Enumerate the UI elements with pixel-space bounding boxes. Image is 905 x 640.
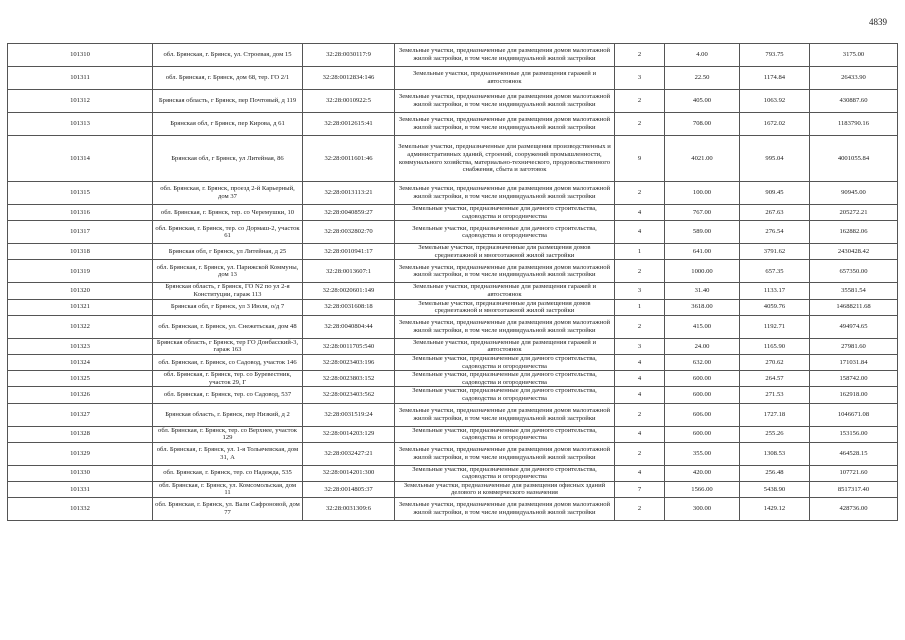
row-address: обл. Брянская, г. Брянск, ул. 1-я Тольячевская, дом 31, А: [153, 442, 303, 465]
row-specific-value: 657.35: [740, 260, 810, 283]
row-cadastral-value: 107721.60: [810, 465, 898, 481]
row-cadastral-number: 32:28:0023403:562: [303, 387, 395, 403]
row-address: Брянская обл, г Брянск, пер Кирова, д 61: [153, 113, 303, 136]
row-cadastral-value: 3175.00: [810, 44, 898, 67]
row-group: 2: [615, 182, 665, 205]
row-group: 4: [615, 221, 665, 244]
row-cadastral-number: 32:28:0013113:21: [303, 182, 395, 205]
row-permitted-use: Земельные участки, предназначенные для размещения офисных зданий делового и коммерческого назначения: [395, 481, 615, 497]
row-permitted-use: Земельные участки, предназначенные для размещения домов малоэтажной жилой застройки, в том числе индивидуальной жилой застройки: [395, 260, 615, 283]
row-area: 767.00: [665, 205, 740, 221]
row-cadastral-value: 1183790.16: [810, 113, 898, 136]
row-cadastral-number: 32:28:0012615:41: [303, 113, 395, 136]
row-permitted-use: Земельные участки, предназначенные для дачного строительства, садоводства и огородничества: [395, 426, 615, 442]
table-row: [8, 113, 898, 136]
row-cadastral-number: 32:28:0014201:300: [303, 465, 395, 481]
row-cadastral-number: 32:28:0040804:44: [303, 315, 395, 338]
row-address: обл. Брянская, г. Брянск, тер. со Верхнее, участок 129: [153, 426, 303, 442]
row-cadastral-number: 32:28:0023403:196: [303, 354, 395, 370]
row-permitted-use: Земельные участки, предназначенные для размещения домов малоэтажной жилой застройки, в том числе индивидуальной жилой застройки: [395, 498, 615, 521]
table-row: [8, 136, 898, 182]
row-address: обл. Брянская, г. Брянск, ул. Строевая, дом 15: [153, 44, 303, 67]
row-specific-value: 1063.92: [740, 90, 810, 113]
row-cadastral-value: 90945.00: [810, 182, 898, 205]
row-permitted-use: Земельные участки, предназначенные для размещения домов малоэтажной жилой застройки, в том числе индивидуальной жилой застройки: [395, 113, 615, 136]
row-specific-value: 1727.18: [740, 403, 810, 426]
row-id: 101316: [8, 205, 153, 221]
row-permitted-use: Земельные участки, предназначенные для размещения домов малоэтажной жилой застройки, в том числе индивидуальной жилой застройки: [395, 442, 615, 465]
row-cadastral-value: 26433.90: [810, 67, 898, 90]
row-permitted-use: Земельные участки, предназначенные для размещения гаражей и автостоянок: [395, 67, 615, 90]
row-cadastral-value: 428736.00: [810, 498, 898, 521]
row-area: 24.00: [665, 338, 740, 354]
row-specific-value: 793.75: [740, 44, 810, 67]
row-permitted-use: Земельные участки, предназначенные для размещения гаражей и автостоянок: [395, 283, 615, 299]
row-area: 641.00: [665, 244, 740, 260]
row-address: Брянская обл, г Брянск, ул Литейная, 86: [153, 136, 303, 182]
row-specific-value: 909.45: [740, 182, 810, 205]
row-area: 420.00: [665, 465, 740, 481]
row-cadastral-number: 32:28:0011705:540: [303, 338, 395, 354]
row-cadastral-value: 158742.00: [810, 371, 898, 387]
table-row: [8, 90, 898, 113]
row-group: 3: [615, 283, 665, 299]
table-row: [8, 67, 898, 90]
row-group: 7: [615, 481, 665, 497]
row-specific-value: 271.53: [740, 387, 810, 403]
row-cadastral-value: 464528.15: [810, 442, 898, 465]
page-number: 4839: [869, 17, 887, 27]
table-row: [8, 442, 898, 465]
row-group: 2: [615, 403, 665, 426]
row-address: обл. Брянская, г. Брянск, со Садовод, участок 146: [153, 354, 303, 370]
row-id: 101312: [8, 90, 153, 113]
row-group: 9: [615, 136, 665, 182]
row-cadastral-number: 32:28:0014805:37: [303, 481, 395, 497]
row-area: 3618.00: [665, 299, 740, 315]
row-specific-value: 255.26: [740, 426, 810, 442]
row-cadastral-number: 32:28:0040859:27: [303, 205, 395, 221]
table-row: [8, 371, 898, 387]
row-cadastral-number: 32:28:0031608:18: [303, 299, 395, 315]
row-cadastral-value: 153156.00: [810, 426, 898, 442]
row-area: 600.00: [665, 371, 740, 387]
row-cadastral-value: 162882.06: [810, 221, 898, 244]
row-cadastral-value: 27981.60: [810, 338, 898, 354]
row-area: 22.50: [665, 67, 740, 90]
row-id: 101329: [8, 442, 153, 465]
row-permitted-use: Земельные участки, предназначенные для размещения домов среднеэтажной и многоэтажной жилой застройки: [395, 299, 615, 315]
row-id: 101315: [8, 182, 153, 205]
row-specific-value: 1133.17: [740, 283, 810, 299]
row-group: 2: [615, 260, 665, 283]
table-row: [8, 387, 898, 403]
row-specific-value: 3791.62: [740, 244, 810, 260]
row-permitted-use: Земельные участки, предназначенные для дачного строительства, садоводства и огородничества: [395, 354, 615, 370]
row-address: обл. Брянская, г. Брянск, дом 68, тер. ГО 2/1: [153, 67, 303, 90]
row-group: 2: [615, 442, 665, 465]
row-group: 4: [615, 205, 665, 221]
row-area: 100.00: [665, 182, 740, 205]
row-specific-value: 995.04: [740, 136, 810, 182]
table-row: [8, 182, 898, 205]
row-permitted-use: Земельные участки, предназначенные для дачного строительства, садоводства и огородничества: [395, 387, 615, 403]
row-cadastral-number: 32:28:0032427:21: [303, 442, 395, 465]
row-cadastral-value: 4001055.84: [810, 136, 898, 182]
row-cadastral-number: 32:28:0032802:70: [303, 221, 395, 244]
row-cadastral-value: 205272.21: [810, 205, 898, 221]
row-specific-value: 1165.90: [740, 338, 810, 354]
row-area: 600.00: [665, 426, 740, 442]
row-area: 405.00: [665, 90, 740, 113]
row-group: 2: [615, 113, 665, 136]
row-id: 101319: [8, 260, 153, 283]
row-cadastral-value: 494974.65: [810, 315, 898, 338]
row-cadastral-number: 32:28:0013607:1: [303, 260, 395, 283]
row-permitted-use: Земельные участки, предназначенные для дачного строительства, садоводства и огородничества: [395, 371, 615, 387]
cadastral-value-table: [7, 43, 898, 521]
row-permitted-use: Земельные участки, предназначенные для размещения домов малоэтажной жилой застройки, в том числе индивидуальной жилой застройки: [395, 403, 615, 426]
row-cadastral-value: 8517317.40: [810, 481, 898, 497]
row-id: 101322: [8, 315, 153, 338]
row-area: 589.00: [665, 221, 740, 244]
row-area: 1566.00: [665, 481, 740, 497]
row-id: 101313: [8, 113, 153, 136]
row-id: 101331: [8, 481, 153, 497]
row-cadastral-number: 32:28:0010922:5: [303, 90, 395, 113]
row-address: обл. Брянская, г. Брянск, проезд 2-й Карьерный, дом 37: [153, 182, 303, 205]
row-cadastral-number: 32:28:0020601:149: [303, 283, 395, 299]
row-cadastral-value: 171031.84: [810, 354, 898, 370]
row-address: обл. Брянская, г. Брянск, ул. Вали Сафроновой, дом 77: [153, 498, 303, 521]
table-row: [8, 283, 898, 299]
row-permitted-use: Земельные участки, предназначенные для размещения гаражей и автостоянок: [395, 338, 615, 354]
row-id: 101321: [8, 299, 153, 315]
row-group: 2: [615, 44, 665, 67]
row-id: 101327: [8, 403, 153, 426]
row-address: обл. Брянская, г. Брянск, тер. со Садовод, 537: [153, 387, 303, 403]
row-area: 1000.00: [665, 260, 740, 283]
row-id: 101326: [8, 387, 153, 403]
table-row: [8, 338, 898, 354]
row-cadastral-number: 32:28:0031309:6: [303, 498, 395, 521]
row-group: 4: [615, 371, 665, 387]
row-area: 355.00: [665, 442, 740, 465]
row-group: 3: [615, 67, 665, 90]
row-permitted-use: Земельные участки, предназначенные для размещения домов малоэтажной жилой застройки, в том числе индивидуальной жилой застройки: [395, 182, 615, 205]
row-specific-value: 1308.53: [740, 442, 810, 465]
row-id: 101317: [8, 221, 153, 244]
row-specific-value: 1174.84: [740, 67, 810, 90]
row-group: 2: [615, 498, 665, 521]
row-specific-value: 276.54: [740, 221, 810, 244]
row-group: 2: [615, 315, 665, 338]
row-id: 101320: [8, 283, 153, 299]
table-row: [8, 465, 898, 481]
row-specific-value: 267.63: [740, 205, 810, 221]
row-id: 101328: [8, 426, 153, 442]
row-permitted-use: Земельные участки, предназначенные для размещения домов малоэтажной жилой застройки, в том числе индивидуальной жилой застройки: [395, 315, 615, 338]
row-specific-value: 270.62: [740, 354, 810, 370]
table-row: [8, 498, 898, 521]
row-group: 4: [615, 426, 665, 442]
row-group: 1: [615, 299, 665, 315]
row-area: 632.00: [665, 354, 740, 370]
row-id: 101325: [8, 371, 153, 387]
row-specific-value: 4059.76: [740, 299, 810, 315]
row-area: 415.00: [665, 315, 740, 338]
row-cadastral-number: 32:28:0023803:152: [303, 371, 395, 387]
row-address: обл. Брянская, г. Брянск, ул. Комсомольская, дом 11: [153, 481, 303, 497]
row-cadastral-value: 162918.00: [810, 387, 898, 403]
row-group: 4: [615, 387, 665, 403]
table-row: [8, 315, 898, 338]
row-id: 101332: [8, 498, 153, 521]
table-row: [8, 403, 898, 426]
row-cadastral-number: 32:28:0010941:17: [303, 244, 395, 260]
table-row: [8, 205, 898, 221]
row-area: 31.40: [665, 283, 740, 299]
row-id: 101311: [8, 67, 153, 90]
row-cadastral-number: 32:28:0030117:9: [303, 44, 395, 67]
row-specific-value: 1429.12: [740, 498, 810, 521]
row-area: 708.00: [665, 113, 740, 136]
row-address: Брянская область, г Брянск, ГО N2 по ул 2-я Конституции, гараж 113: [153, 283, 303, 299]
row-id: 101310: [8, 44, 153, 67]
row-area: 4021.00: [665, 136, 740, 182]
row-group: 4: [615, 354, 665, 370]
row-address: обл. Брянская, г. Брянск, тер. со Черемушки, 10: [153, 205, 303, 221]
table-row: [8, 221, 898, 244]
row-cadastral-value: 35581.54: [810, 283, 898, 299]
row-cadastral-number: 32:28:0011601:46: [303, 136, 395, 182]
row-permitted-use: Земельные участки, предназначенные для размещения домов среднеэтажной и многоэтажной жилой застройки: [395, 244, 615, 260]
row-cadastral-value: 1046671.08: [810, 403, 898, 426]
row-permitted-use: Земельные участки, предназначенные для дачного строительства, садоводства и огородничества: [395, 205, 615, 221]
row-address: обл. Брянская, г. Брянск, ул. Парижской Коммуны, дом 13: [153, 260, 303, 283]
row-group: 2: [615, 90, 665, 113]
row-address: Брянская область, г Брянск, тер ГО Донбасский-3, гараж 163: [153, 338, 303, 354]
row-address: Брянская область, г Брянск, пер Почтовый, д 119: [153, 90, 303, 113]
row-cadastral-number: 32:28:0031519:24: [303, 403, 395, 426]
row-area: 606.00: [665, 403, 740, 426]
row-specific-value: 264.57: [740, 371, 810, 387]
row-id: 101324: [8, 354, 153, 370]
row-group: 1: [615, 244, 665, 260]
row-specific-value: 1672.02: [740, 113, 810, 136]
row-address: Брянская обл, г Брянск, ул 3 Июля, о/д 7: [153, 299, 303, 315]
row-specific-value: 1192.71: [740, 315, 810, 338]
row-id: 101323: [8, 338, 153, 354]
table-row: [8, 260, 898, 283]
row-address: обл. Брянская, г. Брянск, тер. со Дормаш-2, участок 61: [153, 221, 303, 244]
row-address: Брянская обл, г Брянск, ул Литейная, д 25: [153, 244, 303, 260]
row-id: 101330: [8, 465, 153, 481]
row-cadastral-value: 14688211.68: [810, 299, 898, 315]
table-row: [8, 44, 898, 67]
row-permitted-use: Земельные участки, предназначенные для размещения домов малоэтажной жилой застройки, в том числе индивидуальной жилой застройки: [395, 90, 615, 113]
table-row: [8, 426, 898, 442]
row-cadastral-number: 32:28:0012834:146: [303, 67, 395, 90]
row-permitted-use: Земельные участки, предназначенные для размещения домов малоэтажной жилой застройки, в том числе индивидуальной жилой застройки: [395, 44, 615, 67]
table-row: [8, 244, 898, 260]
row-permitted-use: Земельные участки, предназначенные для дачного строительства, садоводства и огородничества: [395, 221, 615, 244]
row-area: 300.00: [665, 498, 740, 521]
row-specific-value: 256.48: [740, 465, 810, 481]
row-permitted-use: Земельные участки, предназначенные для дачного строительства, садоводства и огородничества: [395, 465, 615, 481]
row-area: 4.00: [665, 44, 740, 67]
row-address: обл. Брянская, г. Брянск, ул. Снежетьская, дом 48: [153, 315, 303, 338]
table-row: [8, 299, 898, 315]
row-permitted-use: Земельные участки, предназначенные для размещения производственных и административных зданий, строений, сооружений промышленности, коммунального хозяйства, материально-технического, продовольственного снабжения, сбыта и заготовок: [395, 136, 615, 182]
row-address: Брянская область, г. Брянск, пер Низкий, д 2: [153, 403, 303, 426]
row-area: 600.00: [665, 387, 740, 403]
row-id: 101314: [8, 136, 153, 182]
row-address: обл. Брянская, г. Брянск, тер. со Буревестник, участок 29, Г: [153, 371, 303, 387]
table-row: [8, 481, 898, 497]
row-group: 3: [615, 338, 665, 354]
row-cadastral-number: 32:28:0014203:129: [303, 426, 395, 442]
row-cadastral-value: 657350.00: [810, 260, 898, 283]
table-row: [8, 354, 898, 370]
row-id: 101318: [8, 244, 153, 260]
row-cadastral-value: 2430428.42: [810, 244, 898, 260]
row-group: 4: [615, 465, 665, 481]
row-cadastral-value: 430887.60: [810, 90, 898, 113]
row-address: обл. Брянская, г. Брянск, тер. со Надежда, 535: [153, 465, 303, 481]
row-specific-value: 5438.90: [740, 481, 810, 497]
